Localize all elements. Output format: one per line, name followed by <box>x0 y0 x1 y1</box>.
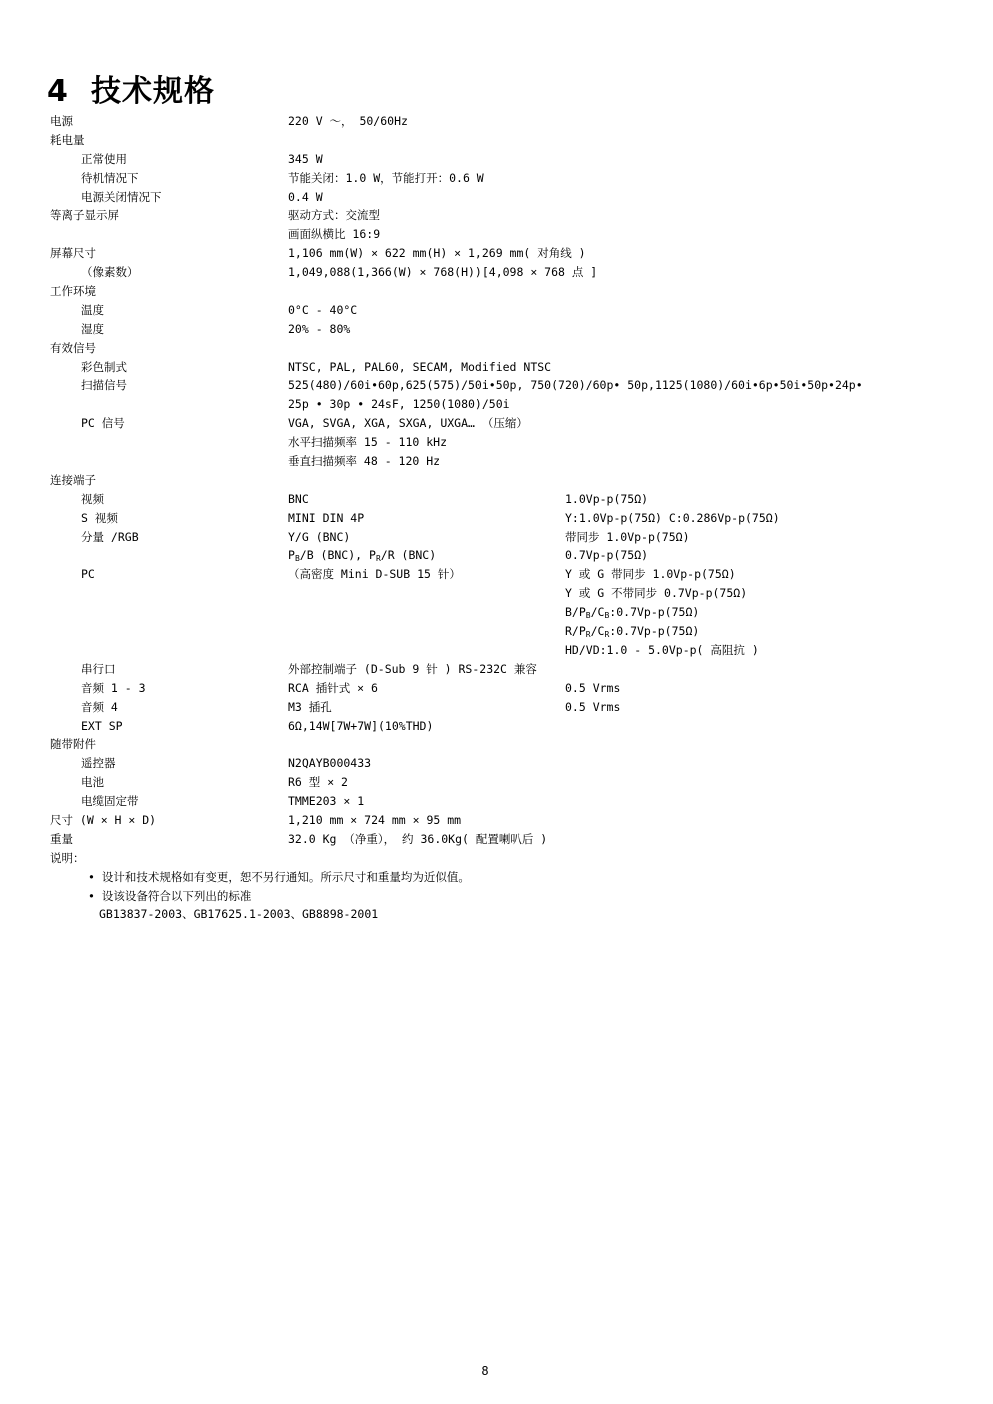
spec-value: 节能关闭：1.0 W，节能打开：0.6 W <box>288 170 484 185</box>
spec-row <box>50 282 950 301</box>
spec-row <box>50 433 950 452</box>
spec-value: RCA 插针式 × 6 <box>288 680 378 695</box>
spec-value: M3 插孔 <box>288 699 332 714</box>
spec-row <box>50 490 950 509</box>
spec-value: 1,210 mm × 724 mm × 95 mm <box>288 812 462 827</box>
spec-row <box>50 717 950 736</box>
spec-row <box>50 698 950 717</box>
spec-label: 电池 <box>81 775 104 790</box>
spec-label: 视频 <box>81 491 104 506</box>
spec-row <box>50 622 950 641</box>
spec-label: PC 信号 <box>81 416 125 431</box>
spec-row <box>50 584 950 603</box>
spec-value-detail <box>565 603 699 621</box>
spec-value: 32.0 Kg （净重）， 约 36.0Kg( 配置喇叭后 ) <box>288 831 548 846</box>
spec-value: 1,106 mm(W) × 622 mm(H) × 1,269 mm( 对角线 ) <box>288 246 586 261</box>
spec-row <box>50 546 950 565</box>
spec-value: 垂直扫描频率 48 - 120 Hz <box>288 454 441 469</box>
spec-value: MINI DIN 4P <box>288 510 365 525</box>
spec-row <box>50 395 950 414</box>
spec-row <box>50 225 950 244</box>
notes-block <box>50 868 470 924</box>
spec-label: 电源关闭情况下 <box>81 189 162 204</box>
spec-label: 尺寸 (W × H × D) <box>50 812 157 827</box>
spec-row <box>50 206 950 225</box>
spec-row <box>50 792 950 811</box>
spec-label: PC <box>81 567 95 582</box>
spec-label: 分量 /RGB <box>81 529 139 544</box>
note-line: • 设计和技术规格如有变更，恕不另行通知。所示尺寸和重量均为近似值。 <box>88 870 470 884</box>
spec-value: 20% - 80% <box>288 321 351 336</box>
spec-row <box>50 263 950 282</box>
text: R/P <box>565 624 586 639</box>
spec-value: （高密度 Mini D-SUB 15 针） <box>288 567 461 582</box>
spec-label: 遥控器 <box>81 756 116 771</box>
spec-row <box>50 509 950 528</box>
spec-row <box>50 565 950 584</box>
spec-row <box>50 150 950 169</box>
spec-row <box>50 773 950 792</box>
spec-row <box>50 849 950 868</box>
spec-row <box>50 603 950 622</box>
spec-value-detail: 0.5 Vrms <box>565 680 621 695</box>
spec-value: 水平扫描频率 15 - 110 kHz <box>288 435 448 450</box>
spec-row <box>50 754 950 773</box>
section-number: 4 <box>47 74 69 109</box>
spec-row <box>50 414 950 433</box>
spec-label: 电缆固定带 <box>81 794 139 809</box>
spec-label: 湿度 <box>81 321 104 336</box>
subscript: R <box>375 554 381 564</box>
spec-label: 耗电量 <box>50 132 85 147</box>
spec-row <box>50 131 950 150</box>
text: :0.7Vp-p(75Ω) <box>609 605 700 620</box>
spec-row <box>50 830 950 849</box>
spec-value-detail: Y 或 G 带同步 1.0Vp-p(75Ω) <box>565 567 736 582</box>
spec-label: 音频 4 <box>81 699 118 714</box>
spec-row <box>50 376 950 395</box>
spec-label: 彩色制式 <box>81 359 127 374</box>
spec-row <box>50 735 950 754</box>
spec-row <box>50 660 950 679</box>
spec-row <box>50 320 950 339</box>
note-line: • 设该设备符合以下列出的标准 <box>88 888 252 903</box>
spec-value: 画面纵横比 16:9 <box>288 227 381 242</box>
spec-value: BNC <box>288 491 309 506</box>
subscript: B <box>604 611 610 621</box>
spec-label: （像素数） <box>81 265 139 280</box>
text: :0.7Vp-p(75Ω) <box>609 624 700 639</box>
spec-row <box>50 112 950 131</box>
spec-value: TMME203 × 1 <box>288 794 365 809</box>
spec-label: 随带附件 <box>50 737 96 752</box>
spec-row <box>50 188 950 207</box>
text: P <box>288 548 295 563</box>
spec-row <box>50 471 950 490</box>
spec-label: 电源 <box>50 114 73 128</box>
text: /C <box>590 624 605 639</box>
spec-value-detail: Y:1.0Vp-p(75Ω) C:0.286Vp-p(75Ω) <box>565 510 780 525</box>
spec-row <box>50 244 950 263</box>
spec-label: 屏幕尺寸 <box>50 246 96 261</box>
spec-value: R6 型 × 2 <box>288 775 348 790</box>
text: /B (BNC), P <box>299 548 376 563</box>
spec-row <box>50 679 950 698</box>
spec-value: Y/G (BNC) <box>288 529 351 544</box>
spec-label: 正常使用 <box>81 151 127 166</box>
spec-label: 连接端子 <box>50 472 96 487</box>
spec-value: 驱动方式：交流型 <box>288 208 380 223</box>
spec-row <box>50 358 950 377</box>
spec-label: 工作环境 <box>50 284 96 299</box>
spec-row <box>50 339 950 358</box>
page-number: 8 <box>481 1364 489 1378</box>
spec-value-detail: HD/VD:1.0 - 5.0Vp-p( 高阻抗 ) <box>565 642 759 657</box>
spec-value: 6Ω,14W[7W+7W](10%THD) <box>288 718 434 733</box>
spec-label: 有效信号 <box>50 340 96 355</box>
spec-value-detail: 0.5 Vrms <box>565 699 621 714</box>
spec-table <box>50 112 950 868</box>
spec-value-detail <box>565 622 699 640</box>
spec-label: 温度 <box>81 302 104 317</box>
spec-label: S 视频 <box>81 510 118 525</box>
spec-value: N2QAYB000433 <box>288 756 372 771</box>
spec-value: 525(480)/60i•60p,625(575)/50i•50p, 750(720)/60p• 50p,1125(1080)/60i•6p•50i•50p•24p• <box>288 378 863 393</box>
spec-value: 25p • 30p • 24sF, 1250(1080)/50i <box>288 397 510 412</box>
subscript: B <box>294 554 300 564</box>
spec-value-detail: Y 或 G 不带同步 0.7Vp-p(75Ω) <box>565 586 748 601</box>
spec-label: 扫描信号 <box>81 378 127 393</box>
spec-value: 0°C - 40°C <box>288 302 358 317</box>
spec-value: 外部控制端子 (D-Sub 9 针 ) RS-232C 兼容 <box>288 661 537 676</box>
section-heading: 技术规格 <box>91 74 215 109</box>
text: B/P <box>565 605 586 620</box>
spec-value: 345 W <box>288 151 323 166</box>
spec-row <box>50 811 950 830</box>
spec-label: 说明： <box>50 850 85 865</box>
spec-value: 220 V ～， 50/60Hz <box>288 114 408 128</box>
spec-value-detail: 1.0Vp-p(75Ω) <box>565 491 649 506</box>
spec-row <box>50 641 950 660</box>
note-line: GB13837-2003、GB17625.1-2003、GB8898-2001 <box>99 907 379 921</box>
subscript: R <box>585 630 591 640</box>
spec-value-detail: 带同步 1.0Vp-p(75Ω) <box>565 529 690 544</box>
subscript: B <box>585 611 591 621</box>
spec-row <box>50 169 950 188</box>
spec-row <box>50 528 950 547</box>
spec-value: VGA, SVGA, XGA, SXGA, UXGA… （压缩） <box>288 416 528 431</box>
spec-label: 音频 1 - 3 <box>81 680 146 695</box>
spec-value: NTSC, PAL, PAL60, SECAM, Modified NTSC <box>288 359 552 374</box>
spec-value-detail: 0.7Vp-p(75Ω) <box>565 548 649 563</box>
spec-label: 重量 <box>50 831 73 846</box>
spec-value: 1,049,088(1,366(W) × 768(H))[4,098 × 768 点 ] <box>288 265 598 280</box>
text: /C <box>590 605 605 620</box>
spec-label: 待机情况下 <box>81 170 139 185</box>
subscript: R <box>604 630 610 640</box>
spec-label: EXT SP <box>81 718 123 733</box>
spec-row <box>50 301 950 320</box>
spec-label: 等离子显示屏 <box>50 208 119 223</box>
section-title <box>47 66 215 110</box>
text: /R (BNC) <box>380 548 437 563</box>
spec-row <box>50 452 950 471</box>
spec-value <box>288 546 436 564</box>
spec-value: 0.4 W <box>288 189 323 204</box>
spec-label: 串行口 <box>81 661 116 676</box>
